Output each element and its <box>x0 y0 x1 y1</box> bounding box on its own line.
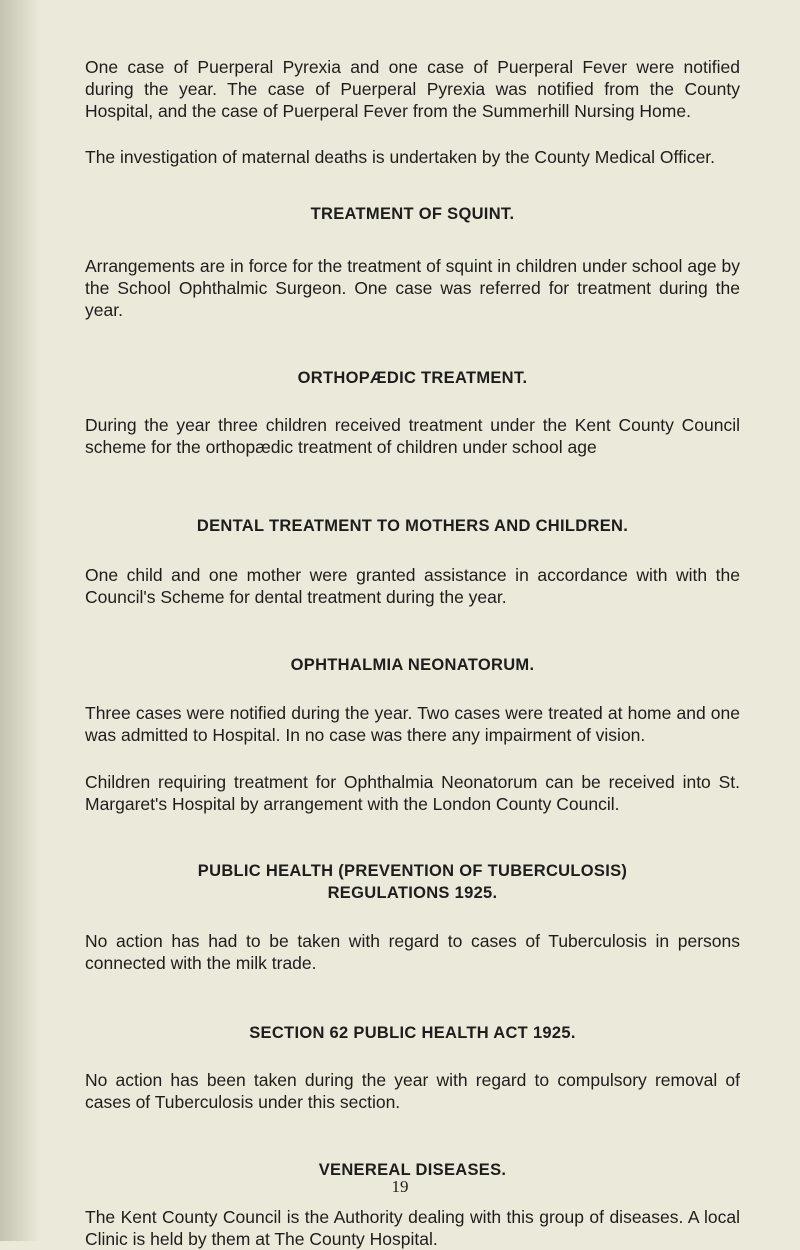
heading-dental: DENTAL TREATMENT TO MOTHERS AND CHILDREN. <box>196 517 629 535</box>
paragraph-dental: One child and one mother were granted assistance in accordance with with the Council's Scheme for dental treatment during the year. <box>85 565 740 607</box>
heading-squint: TREATMENT OF SQUINT. <box>310 205 515 223</box>
heading-ophthalmia: OPHTHALMIA NEONATORUM. <box>290 656 535 674</box>
paragraph-puerperal: One case of Puerperal Pyrexia and one case of Puerperal Fever were notified during the year. The case of Puerperal Pyrexia was notified from the County Hospital, and the case of Puerperal Fever from the Summerhill Nursing Home. <box>85 57 740 121</box>
heading-tuberculosis-regulations-line1: PUBLIC HEALTH (PREVENTION OF TUBERCULOSIS) <box>197 862 628 880</box>
paragraph-venereal-diseases: The Kent County Council is the Authority dealing with this group of diseases. A local Clinic is held by them at The County Hospital. <box>85 1207 740 1249</box>
heading-orthopaedic: ORTHOPÆDIC TREATMENT. <box>297 369 528 387</box>
heading-tuberculosis-regulations-line2: REGULATIONS 1925. <box>327 884 498 902</box>
heading-section-62: SECTION 62 PUBLIC HEALTH ACT 1925. <box>249 1024 576 1042</box>
page-number: 19 <box>391 1177 409 1196</box>
paragraph-orthopaedic: During the year three children received treatment under the Kent County Council scheme for the orthopædic treatment of children under school age <box>85 415 740 457</box>
document-body <box>85 56 740 1250</box>
heading-venereal-diseases: VENEREAL DISEASES. <box>318 1161 507 1179</box>
paragraph-squint: Arrangements are in force for the treatment of squint in children under school age by the School Ophthalmic Surgeon. One case was referred for treatment during the year. <box>85 256 740 320</box>
paragraph-ophthalmia-cases: Three cases were notified during the year. Two cases were treated at home and one was admitted to Hospital. In no case was there any impairment of vision. <box>85 703 740 745</box>
page-edge-shadow <box>0 0 40 1241</box>
paragraph-ophthalmia-hospital: Children requiring treatment for Ophthalmia Neonatorum can be received into St. Margaret's Hospital by arrangement with the London County Council. <box>85 772 740 814</box>
paragraph-maternal-deaths: The investigation of maternal deaths is undertaken by the County Medical Officer. <box>85 147 716 167</box>
paragraph-section-62: No action has been taken during the year with regard to compulsory removal of cases of Tuberculosis under this section. <box>85 1070 740 1112</box>
paragraph-tuberculosis-regulations: No action has had to be taken with regard to cases of Tuberculosis in persons connected with the milk trade. <box>85 931 740 973</box>
